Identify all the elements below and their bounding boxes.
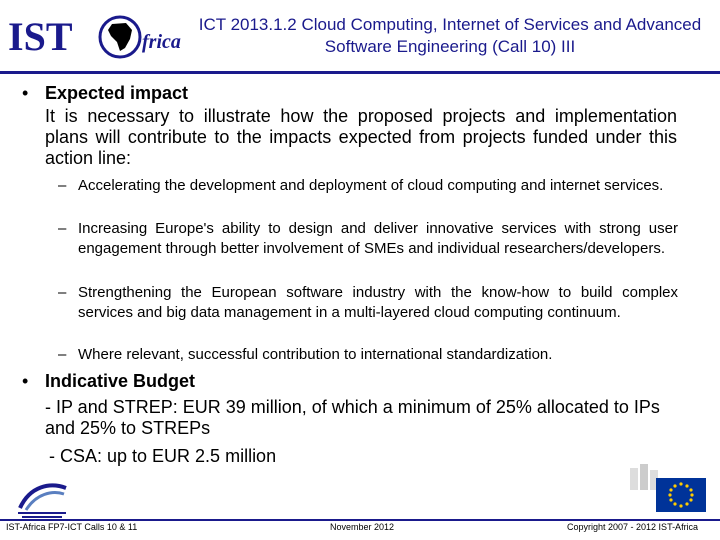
budget-heading: Indicative Budget xyxy=(45,371,196,391)
impact-intro: It is necessary to illustrate how the proposed projects and implementation plans will contribute to the impacts expected from projects funded under this action line: xyxy=(45,106,677,168)
footer-divider xyxy=(0,519,720,521)
footer-date: November 2012 xyxy=(330,522,395,532)
africa-map-icon xyxy=(100,17,140,57)
dash-icon: – xyxy=(58,177,67,194)
footer-left: IST-Africa FP7-ICT Calls 10 & 11 xyxy=(6,522,138,532)
ist-africa-logo xyxy=(8,12,188,62)
dash-icon: – xyxy=(58,284,67,301)
impact-item-text: Where relevant, successful contribution to international standardization. xyxy=(78,346,553,363)
dash-icon: – xyxy=(58,220,67,237)
header-divider xyxy=(0,71,720,74)
logo-suffix-text: frica xyxy=(142,31,181,53)
impact-item-text: Accelerating the development and deployment of cloud computing and internet services. xyxy=(78,177,664,194)
eu-flag-icon xyxy=(628,460,718,518)
slide-title: ICT 2013.1.2 Cloud Computing, Internet of Services and Advanced Software Engineering (Call 10) III xyxy=(198,15,702,56)
bullet-icon: • xyxy=(22,371,29,391)
impact-item-text: Strengthening the European software industry with the know-how to build complex services and big data management in a multi-layered cloud computing continuum. xyxy=(78,284,678,321)
impact-item-text: Increasing Europe's ability to design and deliver innovative services with strong user engagement through better involvement of SMEs and individual researchers/developers. xyxy=(78,220,678,257)
dash-icon: – xyxy=(58,346,67,363)
budget-line: - IP and STREP: EUR 39 million, of which a minimum of 25% allocated to IPs and 25% to STREPs xyxy=(45,397,660,438)
footer-copyright: Copyright 2007 - 2012 IST-Africa xyxy=(567,522,699,532)
slide-header xyxy=(0,0,720,78)
bullet-icon: • xyxy=(22,83,29,103)
fp7-logo-icon xyxy=(12,478,72,520)
impact-heading: Expected impact xyxy=(45,83,189,103)
budget-line: - CSA: up to EUR 2.5 million xyxy=(49,446,277,466)
logo-brand-text: IST xyxy=(8,14,73,59)
